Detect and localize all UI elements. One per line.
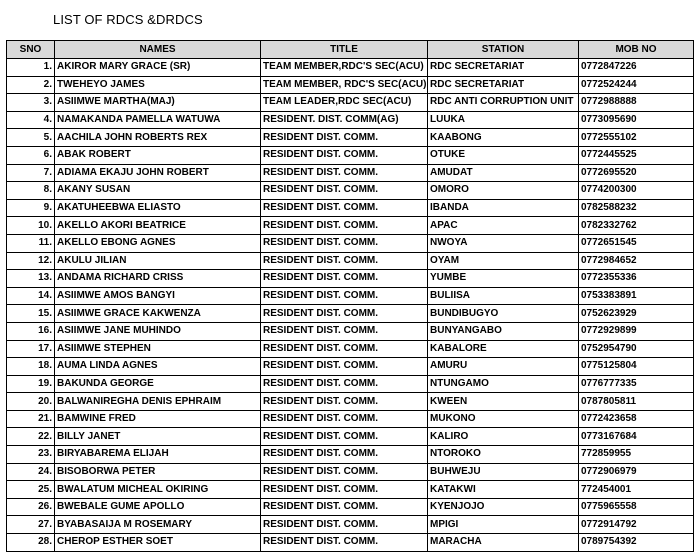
cell-name: ASIIMWE MARTHA(MAJ) [55,94,261,112]
cell-title: RESIDENT DIST. COMM. [261,516,428,534]
cell-mob-no: 0752954790 [579,340,694,358]
table-row [7,111,694,129]
cell-sno: 16. [7,322,55,340]
cell-sno: 27. [7,516,55,534]
cell-sno: 28. [7,534,55,552]
cell-title: RESIDENT DIST. COMM. [261,428,428,446]
cell-name: ASIIMWE JANE MUHINDO [55,322,261,340]
cell-sno: 25. [7,481,55,499]
cell-mob-no: 0775965558 [579,498,694,516]
table-row [7,270,694,288]
table-row [7,428,694,446]
cell-name: AACHILA JOHN ROBERTS REX [55,129,261,147]
cell-mob-no: 0774200300 [579,182,694,200]
table-row [7,446,694,464]
table-row [7,129,694,147]
table-row [7,59,694,77]
cell-station: APAC [428,217,579,235]
cell-name: ASIIMWE AMOS BANGYI [55,287,261,305]
cell-station: AMURU [428,358,579,376]
cell-name: BILLY JANET [55,428,261,446]
cell-station: NWOYA [428,234,579,252]
table-row [7,146,694,164]
header-title: TITLE [261,41,428,59]
cell-name: ASIIMWE GRACE KAKWENZA [55,305,261,323]
cell-title: RESIDENT DIST. COMM. [261,252,428,270]
cell-name: ANDAMA RICHARD CRISS [55,270,261,288]
cell-sno: 7. [7,164,55,182]
cell-name: BALWANIREGHA DENIS EPHRAIM [55,393,261,411]
cell-station: OYAM [428,252,579,270]
cell-sno: 6. [7,146,55,164]
cell-station: NTUNGAMO [428,375,579,393]
cell-mob-no: 0772524244 [579,76,694,94]
cell-name: TWEHEYO JAMES [55,76,261,94]
cell-station: KYENJOJO [428,498,579,516]
cell-name: AKIROR MARY GRACE (SR) [55,59,261,77]
cell-station: BUHWEJU [428,463,579,481]
header-sno: SNO [7,41,55,59]
cell-mob-no: 0773095690 [579,111,694,129]
cell-title: RESIDENT DIST. COMM. [261,199,428,217]
table-row [7,340,694,358]
cell-sno: 4. [7,111,55,129]
cell-station: KABALORE [428,340,579,358]
cell-sno: 12. [7,252,55,270]
header-names: NAMES [55,41,261,59]
cell-sno: 5. [7,129,55,147]
cell-name: BWALATUM MICHEAL OKIRING [55,481,261,499]
cell-sno: 18. [7,358,55,376]
cell-mob-no: 0773167684 [579,428,694,446]
cell-title: RESIDENT DIST. COMM. [261,146,428,164]
cell-sno: 15. [7,305,55,323]
cell-sno: 21. [7,410,55,428]
cell-mob-no: 0772445525 [579,146,694,164]
cell-mob-no: 0782588232 [579,199,694,217]
cell-station: KALIRO [428,428,579,446]
cell-title: RESIDENT DIST. COMM. [261,393,428,411]
cell-mob-no: 0753383891 [579,287,694,305]
cell-name: BISOBORWA PETER [55,463,261,481]
cell-mob-no: 0775125804 [579,358,694,376]
cell-mob-no: 0772988888 [579,94,694,112]
table-row [7,516,694,534]
table-row [7,252,694,270]
cell-title: RESIDENT DIST. COMM. [261,481,428,499]
cell-title: RESIDENT DIST. COMM. [261,358,428,376]
cell-title: RESIDENT DIST. COMM. [261,340,428,358]
cell-title: RESIDENT DIST. COMM. [261,322,428,340]
table-row [7,287,694,305]
cell-station: NTOROKO [428,446,579,464]
table-row [7,199,694,217]
cell-sno: 24. [7,463,55,481]
cell-sno: 13. [7,270,55,288]
table-row [7,305,694,323]
table-row [7,498,694,516]
header-mob-no: MOB NO [579,41,694,59]
table-row [7,76,694,94]
cell-name: ABAK ROBERT [55,146,261,164]
cell-mob-no: 0776777335 [579,375,694,393]
cell-station: AMUDAT [428,164,579,182]
cell-title: RESIDENT DIST. COMM. [261,287,428,305]
cell-mob-no: 0782332762 [579,217,694,235]
cell-sno: 19. [7,375,55,393]
table-row [7,393,694,411]
cell-mob-no: 0772847226 [579,59,694,77]
cell-title: RESIDENT DIST. COMM. [261,164,428,182]
cell-title: TEAM LEADER,RDC SEC(ACU) [261,94,428,112]
cell-station: MPIGI [428,516,579,534]
cell-station: KWEEN [428,393,579,411]
cell-sno: 10. [7,217,55,235]
table-row [7,234,694,252]
cell-station: BUNDIBUGYO [428,305,579,323]
cell-title: RESIDENT DIST. COMM. [261,270,428,288]
cell-station: RDC SECRETARIAT [428,76,579,94]
cell-name: NAMAKANDA PAMELLA WATUWA [55,111,261,129]
cell-sno: 1. [7,59,55,77]
cell-mob-no: 0789754392 [579,534,694,552]
document-title: LIST OF RDCS &DRDCS [53,12,203,27]
cell-mob-no: 772859955 [579,446,694,464]
cell-mob-no: 0772695520 [579,164,694,182]
cell-mob-no: 0772355336 [579,270,694,288]
table-row [7,358,694,376]
cell-name: AKELLO EBONG AGNES [55,234,261,252]
cell-station: KAABONG [428,129,579,147]
cell-station: YUMBE [428,270,579,288]
cell-sno: 3. [7,94,55,112]
cell-mob-no: 0752623929 [579,305,694,323]
cell-title: RESIDENT DIST. COMM. [261,463,428,481]
cell-title: RESIDENT DIST. COMM. [261,410,428,428]
cell-sno: 14. [7,287,55,305]
cell-station: OMORO [428,182,579,200]
cell-title: RESIDENT DIST. COMM. [261,129,428,147]
cell-mob-no: 0772914792 [579,516,694,534]
cell-name: AKELLO AKORI BEATRICE [55,217,261,235]
cell-mob-no: 0772984652 [579,252,694,270]
cell-name: BIRYABAREMA ELIJAH [55,446,261,464]
cell-mob-no: 0772906979 [579,463,694,481]
cell-name: ADIAMA EKAJU JOHN ROBERT [55,164,261,182]
cell-title: RESIDENT DIST. COMM. [261,375,428,393]
cell-station: MUKONO [428,410,579,428]
cell-name: AKULU JILIAN [55,252,261,270]
cell-title: RESIDENT. DIST. COMM(AG) [261,111,428,129]
cell-name: AKATUHEEBWA ELIASTO [55,199,261,217]
cell-station: IBANDA [428,199,579,217]
table-row [7,534,694,552]
cell-station: KATAKWI [428,481,579,499]
table-row [7,322,694,340]
cell-station: LUUKA [428,111,579,129]
cell-mob-no: 0772555102 [579,129,694,147]
cell-title: RESIDENT DIST. COMM. [261,305,428,323]
cell-title: RESIDENT DIST. COMM. [261,182,428,200]
cell-station: OTUKE [428,146,579,164]
cell-mob-no: 0772651545 [579,234,694,252]
cell-name: ASIIMWE STEPHEN [55,340,261,358]
cell-sno: 9. [7,199,55,217]
header-station: STATION [428,41,579,59]
cell-sno: 2. [7,76,55,94]
rdc-list-table [6,40,694,552]
cell-sno: 20. [7,393,55,411]
cell-name: BWEBALE GUME APOLLO [55,498,261,516]
cell-name: AUMA LINDA AGNES [55,358,261,376]
cell-title: RESIDENT DIST. COMM. [261,217,428,235]
cell-sno: 17. [7,340,55,358]
cell-station: BUNYANGABO [428,322,579,340]
cell-station: BULIISA [428,287,579,305]
cell-title: RESIDENT DIST. COMM. [261,498,428,516]
table-row [7,375,694,393]
cell-name: CHEROP ESTHER SOET [55,534,261,552]
cell-mob-no: 0787805811 [579,393,694,411]
cell-station: RDC ANTI CORRUPTION UNIT [428,94,579,112]
cell-title: RESIDENT DIST. COMM. [261,446,428,464]
cell-sno: 8. [7,182,55,200]
table-row [7,217,694,235]
table-row [7,94,694,112]
table-row [7,463,694,481]
cell-mob-no: 0772423658 [579,410,694,428]
cell-title: RESIDENT DIST. COMM. [261,234,428,252]
cell-name: BAMWINE FRED [55,410,261,428]
cell-name: BAKUNDA GEORGE [55,375,261,393]
cell-title: RESIDENT DIST. COMM. [261,534,428,552]
table-row [7,410,694,428]
cell-mob-no: 772454001 [579,481,694,499]
cell-title: TEAM MEMBER, RDC'S SEC(ACU) [261,76,428,94]
table-row [7,481,694,499]
cell-name: BYABASAIJA M ROSEMARY [55,516,261,534]
cell-title: TEAM MEMBER,RDC'S SEC(ACU) [261,59,428,77]
table-row [7,182,694,200]
cell-mob-no: 0772929899 [579,322,694,340]
cell-sno: 26. [7,498,55,516]
cell-sno: 11. [7,234,55,252]
table-header-row [7,41,694,59]
cell-station: MARACHA [428,534,579,552]
cell-sno: 22. [7,428,55,446]
cell-station: RDC SECRETARIAT [428,59,579,77]
cell-name: AKANY SUSAN [55,182,261,200]
table-row [7,164,694,182]
cell-sno: 23. [7,446,55,464]
